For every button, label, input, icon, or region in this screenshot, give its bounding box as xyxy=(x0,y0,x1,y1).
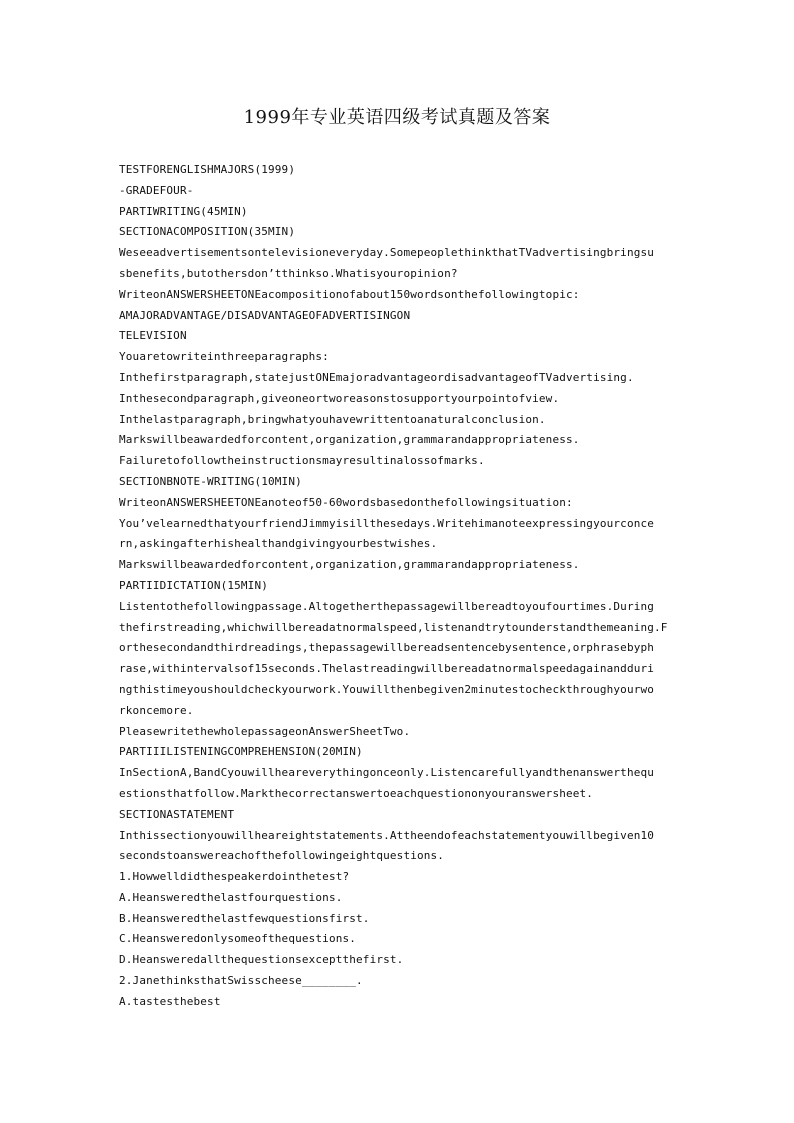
text-line: rkoncemore. xyxy=(119,703,194,717)
text-line: Inthelastparagraph,bringwhatyouhavewrittentoanaturalconclusion. xyxy=(119,412,546,426)
text-line: 1.Howwelldidthespeakerdointhetest? xyxy=(119,870,350,884)
document-body xyxy=(119,160,693,1013)
text-line: Weseeadvertisementsontelevisioneveryday.SomepeoplethinkthatTVadvertisingbringsu xyxy=(119,246,655,260)
text-line: WriteonANSWERSHEETONEacompositionofabout150wordsonthefollowingtopic: xyxy=(119,287,580,301)
text-line: C.Heansweredonlysomeofthequestions. xyxy=(119,932,357,946)
text-line: orthesecondandthirdreadings,thepassagewillbereadsentencebysentence,orphrasebyph xyxy=(119,641,655,655)
text-line: PARTIWRITING(45MIN) xyxy=(119,204,248,218)
text-line: You’velearnedthatyourfriendJimmyisillthesedays.Writehimanoteexpressingyourconce xyxy=(119,516,655,530)
text-line: SECTIONBNOTE-WRITING(10MIN) xyxy=(119,474,302,488)
text-line: sbenefits,butothersdon’tthinkso.Whatisyouropinion? xyxy=(119,266,458,280)
text-line: B.Heansweredthelastfewquestionsfirst. xyxy=(119,911,370,925)
text-line: Youaretowriteinthreeparagraphs: xyxy=(119,350,329,364)
text-line: Listentothefollowingpassage.Altogetherthepassagewillbereadtoyoufourtimes.During xyxy=(119,599,655,613)
text-line: thefirstreading,whichwillbereadatnormalspeed,listenandtrytounderstandthemeaning.F xyxy=(119,620,668,634)
text-line: InSectionA,BandCyouwillheareverythingonceonly.Listencarefullyandthenanswerthequ xyxy=(119,766,655,780)
text-line: Inthissectionyouwillheareightstatements.Attheendofeachstatementyouwillbegiven10 xyxy=(119,828,655,842)
text-line: ngthistimeyoushouldcheckyourwork.Youwillthenbegiven2minutestocheckthroughyourwo xyxy=(119,682,655,696)
text-line: Markswillbeawardedforcontent,organization,grammarandappropriateness. xyxy=(119,558,580,572)
text-line: A.Heansweredthelastfourquestions. xyxy=(119,890,343,904)
text-line: -GRADEFOUR- xyxy=(119,183,194,197)
text-line: TELEVISION xyxy=(119,329,187,343)
text-line: rase,withintervalsof15seconds.Thelastreadingwillbereadatnormalspeedagainandduri xyxy=(119,662,655,676)
text-line: PARTIIDICTATION(15MIN) xyxy=(119,578,268,592)
text-line: Inthesecondparagraph,giveoneortworeasonstosupportyourpointofview. xyxy=(119,391,560,405)
text-line: PARTIIILISTENINGCOMPREHENSION(20MIN) xyxy=(119,745,363,759)
text-line: AMAJORADVANTAGE/DISADVANTAGEOFADVERTISINGON xyxy=(119,308,411,322)
text-line: estionsthatfollow.Markthecorrectanswertoeachquestiononyouranswersheet. xyxy=(119,786,594,800)
text-line: secondstoanswereachofthefollowingeightquestions. xyxy=(119,849,445,863)
text-line: Failuretofollowtheinstructionsmayresultinalossofmarks. xyxy=(119,454,485,468)
text-line: D.Heansweredallthequestionsexceptthefirst. xyxy=(119,953,404,967)
text-line: TESTFORENGLISHMAJORS(1999) xyxy=(119,163,296,176)
text-line: WriteonANSWERSHEETONEanoteof50-60wordsbasedonthefollowingsituation: xyxy=(119,495,573,509)
text-line: SECTIONASTATEMENT xyxy=(119,807,235,821)
text-line: Markswillbeawardedforcontent,organization,grammarandappropriateness. xyxy=(119,433,580,447)
text-line: PleasewritethewholepassageonAnswerSheetTwo. xyxy=(119,724,411,738)
text-line: Inthefirstparagraph,statejustONEmajoradvantageordisadvantageofTVadvertising. xyxy=(119,370,634,384)
text-line: rn,askingafterhishealthandgivingyourbestwishes. xyxy=(119,537,438,551)
text-line: 2.JanethinksthatSwisscheese________. xyxy=(119,974,363,988)
text-line: SECTIONACOMPOSITION(35MIN) xyxy=(119,225,296,239)
document-title: 1999年专业英语四级考试真题及答案 xyxy=(243,107,551,128)
text-line: A.tastesthebest xyxy=(119,994,221,1008)
